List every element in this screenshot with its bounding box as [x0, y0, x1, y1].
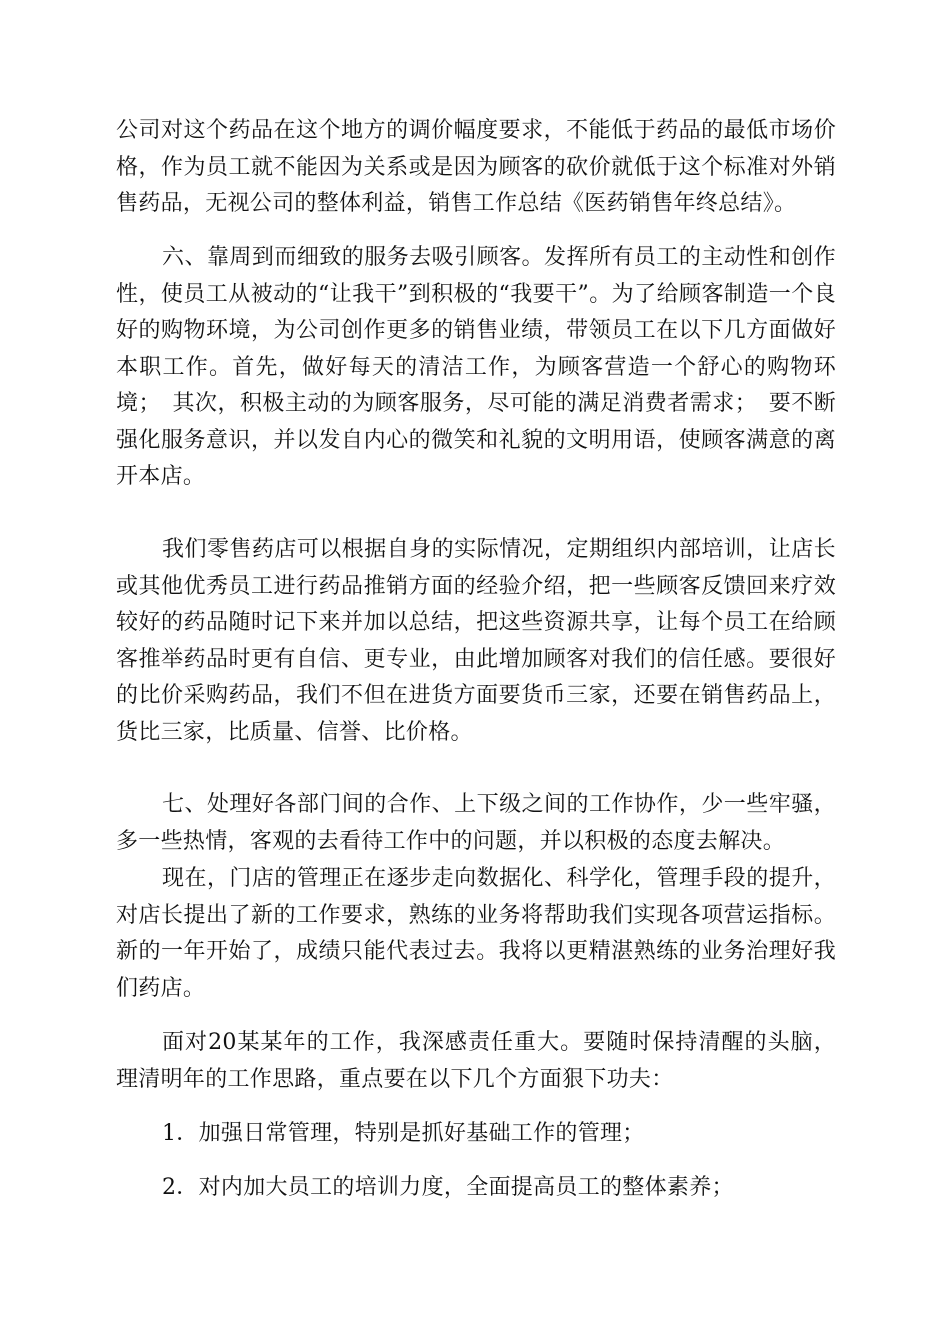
paragraph-management-progress: 现在，门店的管理正在逐步走向数据化、科学化，管理手段的提升，对店长提出了新的工作要求，熟练的业务将帮助我们实现各项营运指标。新的一年开始了，成绩只能代表过去。我将以更精湛熟练的业务治理好我们药店。: [116, 866, 836, 1001]
paragraph-section-six-service: 六、靠周到而细致的服务去吸引顾客。发挥所有员工的主动性和创作性，使员工从被动的“让我干”到积极的“我要干”。为了给顾客制造一个良好的购物环境，为公司创作更多的销售业绩，带领员工在以下几方面做好本职工作。首先，做好每天的清洁工作，为顾客营造一个舒心的购物环境； 其次，积极主动的为顾客服务，尽可能的满足消费者需求； 要不断强化服务意识，并以发自内心的微笑和礼貌的文明用语，使顾客满意的离开本店。: [116, 245, 836, 489]
list-item-daily-management: 1．加强日常管理，特别是抓好基础工作的管理；: [162, 1121, 645, 1146]
paragraph-section-seven-cooperation: 七、处理好各部门间的合作、上下级之间的工作协作，少一些牢骚，多一些热情，客观的去看待工作中的问题，并以积极的态度去解决。: [116, 792, 836, 854]
paragraph-pricing-continuation: 公司对这个药品在这个地方的调价幅度要求，不能低于药品的最低市场价格，作为员工就不能因为关系或是因为顾客的砍价就低于这个标准对外销售药品，无视公司的整体利益，销售工作总结《医药销售年终总结》。: [116, 118, 836, 216]
paragraph-retail-training: 我们零售药店可以根据自身的实际情况，定期组织内部培训，让店长或其他优秀员工进行药品推销方面的经验介绍，把一些顾客反馈回来疗效较好的药品随时记下来并加以总结，把这些资源共享，让每个员工在给顾客推举药品时更有自信、更专业，由此增加顾客对我们的信任感。要很好的比价采购药品，我们不但在进货方面要货币三家，还要在销售药品上，货比三家，比质量、信誉、比价格。: [116, 537, 836, 745]
paragraph-next-year-plan: 面对20某某年的工作，我深感责任重大。要随时保持清醒的头脑，理清明年的工作思路，重点要在以下几个方面狠下功夫：: [116, 1030, 836, 1092]
list-item-staff-training: 2．对内加大员工的培训力度，全面提高员工的整体素养；: [162, 1175, 734, 1200]
